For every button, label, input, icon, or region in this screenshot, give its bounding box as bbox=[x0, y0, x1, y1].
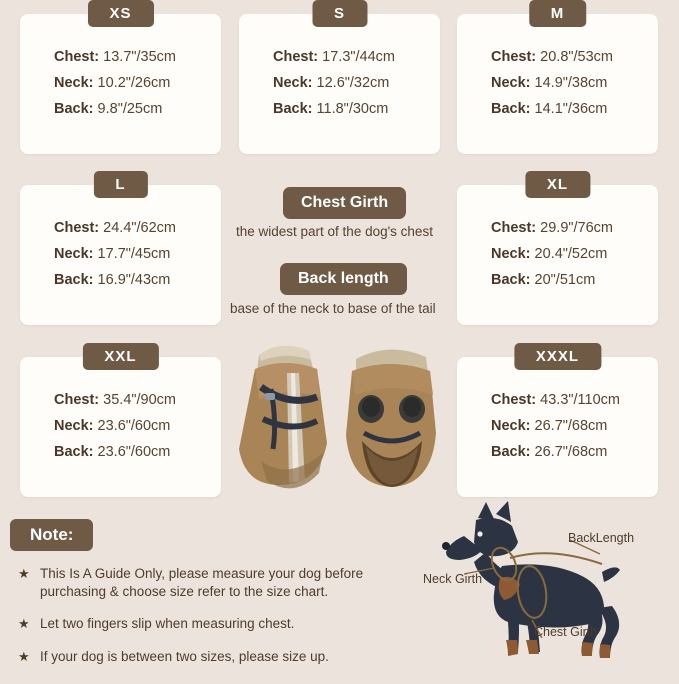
chest-value: 13.7"/35cm bbox=[103, 49, 177, 65]
neck-value: 26.7"/68cm bbox=[534, 418, 608, 434]
neck-value: 20.4"/52cm bbox=[534, 246, 608, 262]
size-row-chest bbox=[20, 387, 221, 413]
note-item-1 bbox=[18, 565, 398, 601]
product-photo-side-view bbox=[235, 333, 339, 493]
back-value: 11.8"/30cm bbox=[316, 101, 389, 117]
size-row-neck bbox=[20, 413, 221, 439]
size-row-neck bbox=[20, 241, 221, 267]
size-badge-xl: XL bbox=[525, 171, 590, 198]
chest-label: Chest: bbox=[54, 392, 100, 408]
product-photo-back-view bbox=[340, 333, 444, 493]
size-card-xl bbox=[457, 176, 658, 325]
chest-value: 29.9"/76cm bbox=[540, 220, 614, 236]
star-icon: ★ bbox=[18, 566, 30, 581]
back-value: 14.1"/36cm bbox=[534, 101, 608, 117]
size-row-chest bbox=[457, 387, 658, 413]
back-label: Back: bbox=[54, 101, 94, 117]
chest-value: 35.4"/90cm bbox=[103, 392, 177, 408]
label-back-length: BackLength bbox=[568, 531, 635, 545]
back-length-description: base of the neck to base of the tail bbox=[230, 301, 436, 316]
back-label: Back: bbox=[491, 272, 531, 288]
back-label: Back: bbox=[491, 444, 531, 460]
star-icon: ★ bbox=[18, 616, 30, 631]
note-item-text: If your dog is between two sizes, please size up. bbox=[40, 649, 329, 664]
size-badge-s: S bbox=[312, 0, 367, 27]
size-row-chest bbox=[239, 44, 440, 70]
neck-label: Neck: bbox=[491, 75, 531, 91]
back-label: Back: bbox=[273, 101, 313, 117]
neck-value: 23.6"/60cm bbox=[97, 418, 171, 434]
neck-label: Neck: bbox=[54, 75, 94, 91]
size-row-back bbox=[239, 96, 440, 122]
back-value: 20"/51cm bbox=[534, 272, 596, 288]
neck-value: 10.2"/26cm bbox=[97, 75, 171, 91]
note-title: Note: bbox=[10, 519, 93, 551]
size-row-back bbox=[20, 267, 221, 293]
size-badge-xxl: XXL bbox=[82, 343, 158, 370]
size-row-chest bbox=[457, 44, 658, 70]
size-row-neck bbox=[20, 70, 221, 96]
star-icon: ★ bbox=[18, 649, 30, 664]
back-value: 9.8"/25cm bbox=[97, 101, 163, 117]
size-row-back bbox=[20, 439, 221, 465]
chest-value: 43.3"/110cm bbox=[540, 392, 620, 408]
size-badge-xxxl: XXXL bbox=[514, 343, 601, 370]
back-label: Back: bbox=[491, 101, 531, 117]
size-card-xxxl bbox=[457, 348, 658, 497]
neck-label: Neck: bbox=[54, 246, 94, 262]
size-row-back bbox=[457, 439, 658, 465]
neck-value: 14.9"/38cm bbox=[534, 75, 608, 91]
size-row-back bbox=[457, 267, 658, 293]
chest-girth-chip: Chest Girth bbox=[283, 187, 406, 219]
size-row-neck bbox=[457, 70, 658, 96]
chest-value: 24.4"/62cm bbox=[103, 220, 177, 236]
size-row-chest bbox=[20, 44, 221, 70]
size-card-xxl bbox=[20, 348, 221, 497]
size-row-neck bbox=[239, 70, 440, 96]
size-card-l bbox=[20, 176, 221, 325]
chest-label: Chest: bbox=[491, 49, 537, 65]
back-value: 26.7"/68cm bbox=[534, 444, 608, 460]
size-badge-xs: XS bbox=[87, 0, 153, 27]
size-row-neck bbox=[457, 413, 658, 439]
neck-label: Neck: bbox=[491, 418, 531, 434]
neck-label: Neck: bbox=[491, 246, 531, 262]
note-item-text: Let two fingers slip when measuring chest. bbox=[40, 616, 295, 631]
size-row-neck bbox=[457, 241, 658, 267]
size-badge-m: M bbox=[529, 0, 587, 27]
chest-value: 20.8"/53cm bbox=[540, 49, 614, 65]
label-chest-girth: Chest Girth bbox=[534, 625, 598, 639]
size-row-back bbox=[457, 96, 658, 122]
size-row-chest bbox=[457, 215, 658, 241]
neck-value: 12.6"/32cm bbox=[316, 75, 390, 91]
back-value: 23.6"/60cm bbox=[97, 444, 171, 460]
neck-label: Neck: bbox=[54, 418, 94, 434]
note-item-3 bbox=[18, 648, 398, 666]
note-item-2 bbox=[18, 615, 398, 633]
back-label: Back: bbox=[54, 272, 94, 288]
size-card-m bbox=[457, 5, 658, 154]
chest-label: Chest: bbox=[54, 220, 100, 236]
neck-label: Neck: bbox=[273, 75, 313, 91]
chest-girth-description: the widest part of the dog's chest bbox=[236, 224, 433, 239]
size-badge-l: L bbox=[93, 171, 147, 198]
label-neck-girth: Neck Girth bbox=[423, 572, 483, 586]
back-length-chip: Back length bbox=[280, 263, 407, 295]
back-label: Back: bbox=[54, 444, 94, 460]
back-value: 16.9"/43cm bbox=[97, 272, 171, 288]
size-card-s bbox=[239, 5, 440, 154]
dog-measurement-diagram bbox=[420, 500, 670, 679]
size-row-chest bbox=[20, 215, 221, 241]
note-item-text: This Is A Guide Only, please measure your dog before purchasing & choose size refer to the size chart. bbox=[40, 566, 364, 599]
chest-label: Chest: bbox=[491, 220, 537, 236]
neck-value: 17.7"/45cm bbox=[97, 246, 171, 262]
size-card-xs bbox=[20, 5, 221, 154]
chest-label: Chest: bbox=[491, 392, 537, 408]
chest-value: 17.3"/44cm bbox=[322, 49, 396, 65]
chest-label: Chest: bbox=[273, 49, 319, 65]
chest-label: Chest: bbox=[54, 49, 100, 65]
size-row-back bbox=[20, 96, 221, 122]
